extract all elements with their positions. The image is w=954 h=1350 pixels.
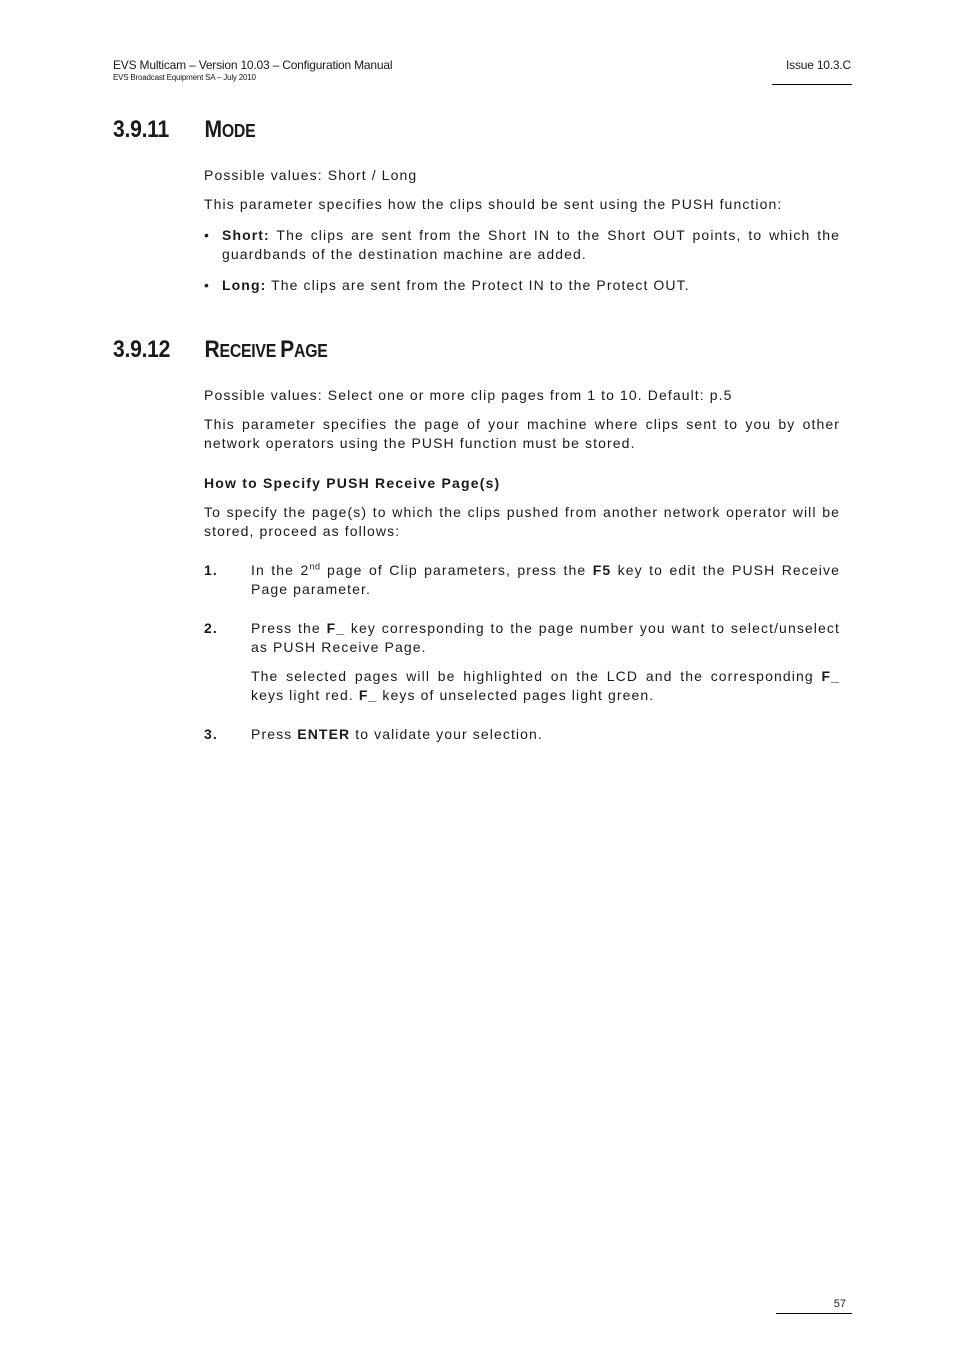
step-3 xyxy=(204,725,840,744)
receive-description: This parameter specifies the page of your machine where clips sent to you by other network operators using the PUSH function must be stored. xyxy=(204,416,840,451)
heading-cap: P xyxy=(280,336,295,363)
step-text: page of Clip parameters, press the xyxy=(320,562,593,578)
key-label: F5 xyxy=(592,562,612,578)
document-title: EVS Multicam – Version 10.03 – Configuration Manual xyxy=(113,58,393,72)
heading-cap: R xyxy=(204,336,220,363)
key-label: ENTER xyxy=(297,726,351,742)
step-text: keys light red. xyxy=(251,687,359,703)
bullet-term: Long: xyxy=(222,277,267,293)
heading-cap: M xyxy=(204,116,222,143)
bullet-icon: • xyxy=(204,277,211,293)
bullet-term: Short: xyxy=(222,227,270,243)
section-number: 3.9.11 xyxy=(113,116,169,143)
key-label: F_ xyxy=(326,620,346,636)
receive-possible-values: Possible values: Select one or more clip pages from 1 to 10. Default: p.5 xyxy=(204,387,733,403)
step-text: Press the xyxy=(251,620,327,636)
heading-smallcaps: AGE xyxy=(294,341,328,361)
section-heading-mode xyxy=(113,116,255,145)
step-2 xyxy=(204,619,840,657)
document-subtitle: EVS Broadcast Equipment SA – July 2010 xyxy=(113,73,256,82)
howto-intro: To specify the page(s) to which the clips pushed from another network operator will be stored, proceed as follows: xyxy=(204,504,840,539)
step-1 xyxy=(204,561,840,599)
issue-label: Issue 10.3.C xyxy=(786,58,851,72)
mode-possible-values: Possible values: Short / Long xyxy=(204,167,418,183)
step-number: 2. xyxy=(204,620,218,636)
howto-heading: How to Specify PUSH Receive Page(s) xyxy=(204,475,501,491)
section-number: 3.9.12 xyxy=(113,336,171,363)
step-text: to validate your selection. xyxy=(350,726,543,742)
key-label: F_ xyxy=(821,668,840,684)
step-text: The selected pages will be highlighted on the LCD and the corresponding xyxy=(251,668,822,684)
step-2-note xyxy=(204,667,840,705)
list-item xyxy=(204,226,840,264)
bullet-icon: • xyxy=(204,227,211,243)
heading-smallcaps: ODE xyxy=(221,121,256,141)
list-item xyxy=(204,276,840,295)
bullet-text: The clips are sent from the Protect IN to the Protect OUT. xyxy=(266,277,690,293)
heading-smallcaps: ECEIVE xyxy=(219,341,281,361)
step-text: keys of unselected pages light green. xyxy=(377,687,655,703)
page-number: 57 xyxy=(833,1298,846,1310)
ordinal-suffix: nd xyxy=(309,561,321,572)
footer-rule xyxy=(776,1313,852,1314)
step-text: In the 2 xyxy=(251,562,310,578)
mode-description: This parameter specifies how the clips should be sent using the PUSH function: xyxy=(204,196,783,212)
step-number: 3. xyxy=(204,726,218,742)
step-number: 1. xyxy=(204,562,218,578)
step-text: Press xyxy=(251,726,298,742)
bullet-text: The clips are sent from the Short IN to the Short OUT points, to which the guardbands of the destination machine are added. xyxy=(222,227,840,262)
section-heading-receive-page xyxy=(113,336,328,365)
key-label: F_ xyxy=(358,687,378,703)
header-rule xyxy=(772,84,852,85)
step-text: key to edit the PUSH Receive Page parameter. xyxy=(251,562,840,597)
page-header xyxy=(113,58,392,84)
step-text: key corresponding to the page number you want to select/unselect as PUSH Receive Page. xyxy=(251,620,840,655)
